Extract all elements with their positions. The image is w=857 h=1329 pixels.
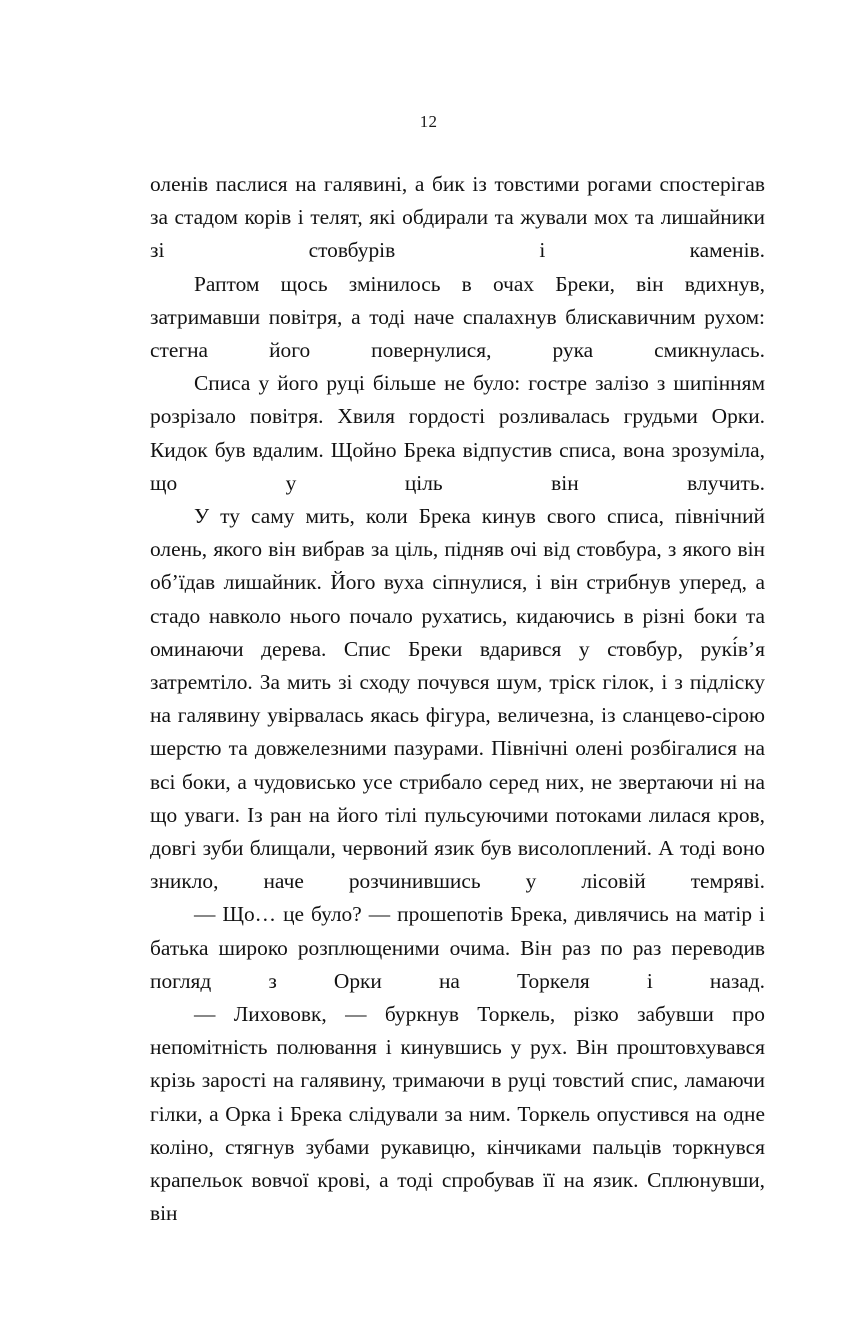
page-number: 12 (419, 112, 438, 131)
body-text-column (150, 168, 765, 1231)
paragraph-3: Списа у його руці більше не було: гостре залізо з шипінням розрізало повітря. Хвиля гордості розливалась грудьми Орки. Кидок був вдалим. Щойно Брека відпустив списа, вона зрозуміла, що у ціль він влучить. (150, 371, 765, 495)
paragraph-2: Раптом щось змінилось в очах Бреки, він вдихнув, затримавши повітря, а тоді наче спалахнув блискавичним рухом: стегна його повернулися, рука смикнулась. (150, 271, 765, 363)
paragraph-continued: оленів паслися на галявині, а бик із товстими рогами спостерігав за стадом корів і телят, які обдирали та жували мох та лишайники зі стовбурів і каменів. (150, 172, 765, 263)
paragraph-5: — Що… це було? — прошепотів Брека, дивлячись на матір і батька широко розплющеними очима. Він раз по раз переводив погляд з Орки на Торкеля і назад. (150, 902, 765, 993)
paragraph-4: У ту саму мить, коли Брека кинув свого списа, північний олень, якого він вибрав за ціль, підняв очі від стовбура, з якого він об’їдав лишайник. Його вуха сіпнулися, і він стрибнув уперед, а стадо навколо нього почало рухатись, кидаючись в різні боки та оминаючи дерева. Спис Бреки вдарився у стовбур, рукі́в’я затремтіло. За мить зі сходу почувся шум, тріск гілок, і з підліску на галявину увірвалась якась фігура, величезна, із сланцево-сірою шерстю та довжелезними пазурами. Північні олені розбігалися на всі боки, а чудовисько усе стрибало серед них, не звертаючи ні на що уваги. Із ран на його тілі пульсуючими потоками лилася кров, довгі зуби блищали, червоний язик був висолоплений. А тоді воно зникло, наче розчинившись у лісовій темряві. (150, 504, 765, 894)
paragraph-6: — Лихововк, — буркнув Торкель, різко забувши про непомітність полювання і кинувшись у рух. Він проштовхувався крізь зарості на галявину, тримаючи в руці товстий спис, ламаючи гілки, а Орка і Брека слідували за ним. Торкель опустився на одне коліно, стягнув зубами рукавицю, кінчиками пальців торкнувся крапельок вовчої крові, а тоді спробував її на язик. Сплюнувши, він (150, 1002, 765, 1226)
